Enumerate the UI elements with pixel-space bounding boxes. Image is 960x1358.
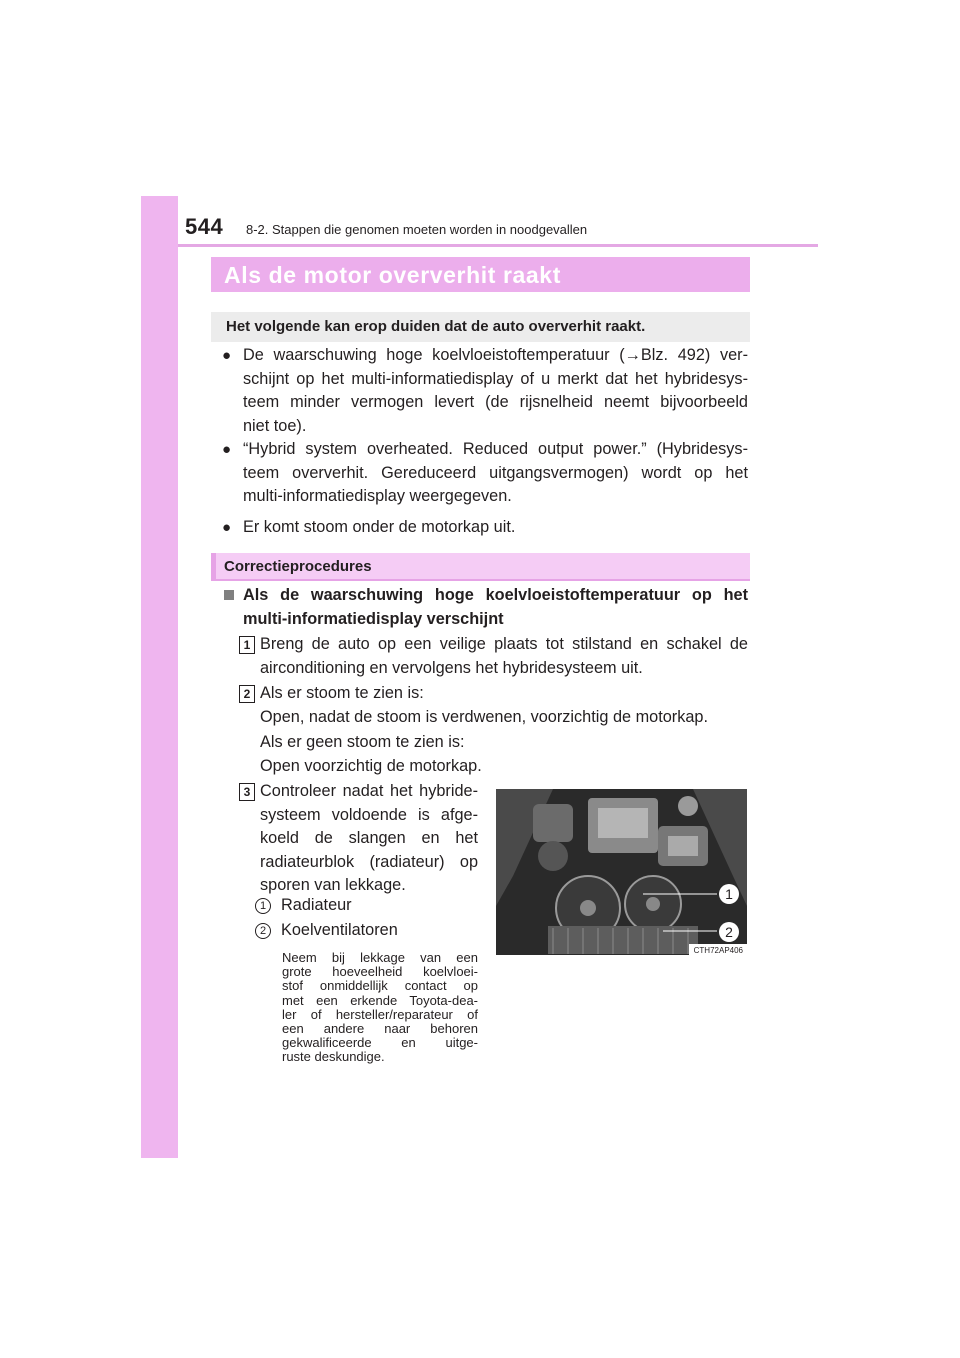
section-title: Correctieprocedures	[224, 558, 372, 575]
legend-label-radiator: Radiateur	[281, 896, 352, 914]
callout-2: 2	[725, 924, 733, 940]
page-title: Als de motor oververhit raakt	[224, 262, 561, 288]
page-number: 544	[185, 214, 224, 239]
step-2-text-a: Als er stoom te zien is: Open, nadat de stoom is verdwenen, voorzichtig de motorkap.	[260, 684, 708, 726]
subhead: Als de waarschuwing hoge koelvloeistoftemperatuur op het multi-informatiedisplay verschijnt	[243, 586, 748, 628]
legend-label-fans: Koelventilatoren	[281, 921, 398, 939]
header-rule	[178, 244, 818, 247]
side-tab	[141, 196, 178, 1158]
step-number-2: 2	[239, 685, 255, 703]
figure-code: CTH72AP406	[693, 946, 743, 955]
legend-number-2: 2	[255, 923, 271, 939]
step-1-text: Breng de auto op een veilige plaats tot stilstand en schakel de airconditioning en vervolgens het hybridesysteem uit.	[260, 635, 748, 677]
intro-text: Het volgende kan erop duiden dat de auto oververhit raakt.	[226, 318, 646, 335]
callout-1: 1	[725, 886, 733, 902]
bullet-3: Er komt stoom onder de motorkap uit.	[243, 518, 516, 536]
legend-number-1: 1	[255, 898, 271, 914]
bullet-1: De waarschuwing hoge koelvloeistoftemperatuur (→Blz. 492) ver- schijnt op het multi-informatiedisplay of u merkt dat het hybridesys- teem minder vermogen levert (de rijsnelheid neemt bijvoorbeeld niet toe).	[243, 346, 748, 435]
bullet-icon: ●	[222, 519, 232, 536]
section-bar-rule	[211, 579, 750, 581]
step-number-3: 3	[239, 783, 255, 801]
step-number-1: 1	[239, 636, 255, 654]
section-bar-accent	[211, 553, 216, 580]
bullet-2: “Hybrid system overheated. Reduced output power.” (Hybridesys- teem oververhit. Gereduceerd uitgangsvermogen) wordt op het multi-informatiedisplay weergegeven.	[243, 440, 748, 505]
engine-bay-illustration	[493, 786, 750, 958]
subhead-square-icon	[224, 590, 234, 600]
section-header: 8-2. Stappen die genomen moeten worden in noodgevallen	[246, 222, 588, 237]
bullet-icon: ●	[222, 347, 232, 364]
engine-bay-photo	[493, 786, 750, 958]
bullet-icon: ●	[222, 441, 232, 458]
step-3-text: Controleer nadat het hybride- systeem voldoende is afge- koeld de slangen en het radiateurblok (radiateur) op sporen van lekkage.	[260, 782, 478, 894]
leak-note: Neem bij lekkage van een grote hoeveelheid koelvloei- stof onmiddellijk contact op met een erkende Toyota-dea- ler of hersteller/reparateur of een andere naar behoren gekwalificeerde en uitge- ruste deskundige.	[282, 950, 478, 1065]
step-2-text-b: Als er geen stoom te zien is: Open voorzichtig de motorkap.	[260, 733, 482, 775]
